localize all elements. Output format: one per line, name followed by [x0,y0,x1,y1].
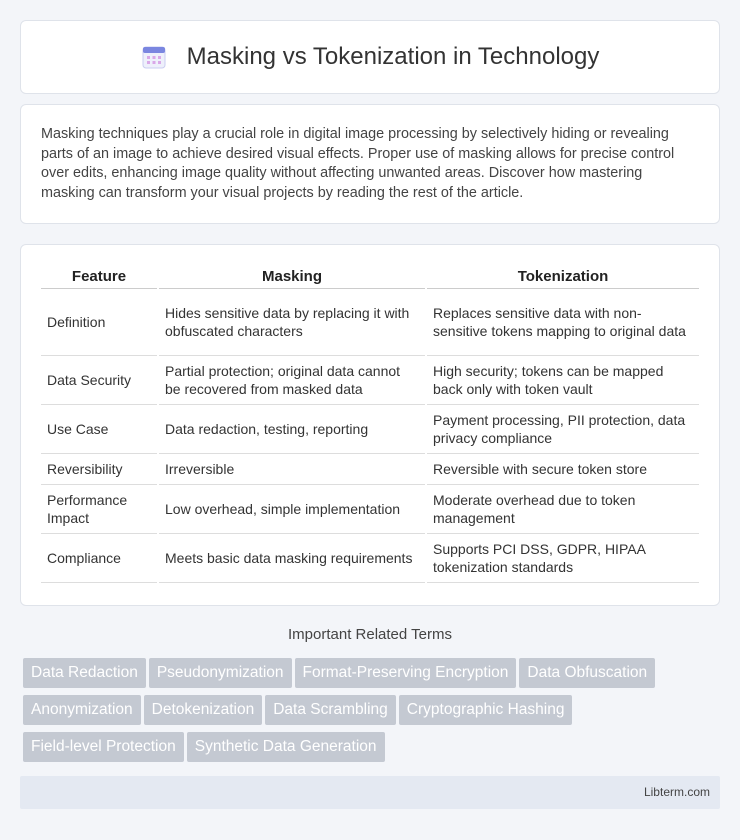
table-row [41,405,699,454]
comparison-table [41,265,699,583]
row-tokenization: Supports PCI DSS, GDPR, HIPAA tokenization standards [426,534,699,583]
row-masking: Data redaction, testing, reporting [158,405,426,454]
row-masking: Low overhead, simple implementation [158,485,426,534]
related-term-tag[interactable]: Anonymization [23,695,141,725]
row-feature: Compliance [41,534,158,583]
row-tokenization: Reversible with secure token store [426,454,699,485]
table-row [41,485,699,534]
table-row [41,356,699,405]
column-header-feature: Feature [41,265,158,289]
related-terms-title: Important Related Terms [288,626,452,643]
related-term-tag[interactable]: Pseudonymization [149,658,292,688]
row-masking: Meets basic data masking requirements [158,534,426,583]
related-term-tag[interactable]: Synthetic Data Generation [187,732,385,762]
related-term-tag[interactable]: Detokenization [144,695,263,725]
row-feature: Reversibility [41,454,158,485]
related-term-tag[interactable]: Field-level Protection [23,732,184,762]
related-terms-list [23,658,723,769]
intro-card [20,104,720,224]
related-term-tag[interactable]: Data Redaction [23,658,146,688]
row-masking: Partial protection; original data cannot be recovered from masked data [158,356,426,405]
row-masking: Hides sensitive data by replacing it with obfuscated characters [158,289,426,356]
row-feature: Performance Impact [41,485,158,534]
table-row [41,289,699,356]
table-row [41,454,699,485]
row-tokenization: Payment processing, PII protection, data privacy compliance [426,405,699,454]
row-masking: Irreversible [158,454,426,485]
table-header-row [41,265,699,289]
footer [20,776,720,809]
related-term-tag[interactable]: Data Obfuscation [519,658,655,688]
calendar-icon [141,44,167,70]
page-title: Masking vs Tokenization in Technology [186,43,600,70]
comparison-card [20,244,720,606]
related-term-tag[interactable]: Format-Preserving Encryption [295,658,517,688]
row-tokenization: High security; tokens can be mapped back only with token vault [426,356,699,405]
table-row [41,534,699,583]
column-header-tokenization: Tokenization [426,265,699,289]
row-feature: Definition [41,289,158,356]
intro-text: Masking techniques play a crucial role in digital image processing by selectively hiding or revealing parts of an image to achieve desired visual effects. Proper use of masking allows for precise control over edits, enhancing image quality without affecting unwanted areas. Discover how mastering masking can transform your visual projects by reading the rest of the article. [41,126,675,201]
header-card [20,20,720,94]
related-term-tag[interactable]: Cryptographic Hashing [399,695,573,725]
row-tokenization: Replaces sensitive data with non-sensitive tokens mapping to original data [426,289,699,356]
row-feature: Data Security [41,356,158,405]
footer-site-link[interactable]: Libterm.com [643,785,710,799]
row-feature: Use Case [41,405,158,454]
row-tokenization: Moderate overhead due to token management [426,485,699,534]
related-term-tag[interactable]: Data Scrambling [265,695,396,725]
column-header-masking: Masking [158,265,426,289]
